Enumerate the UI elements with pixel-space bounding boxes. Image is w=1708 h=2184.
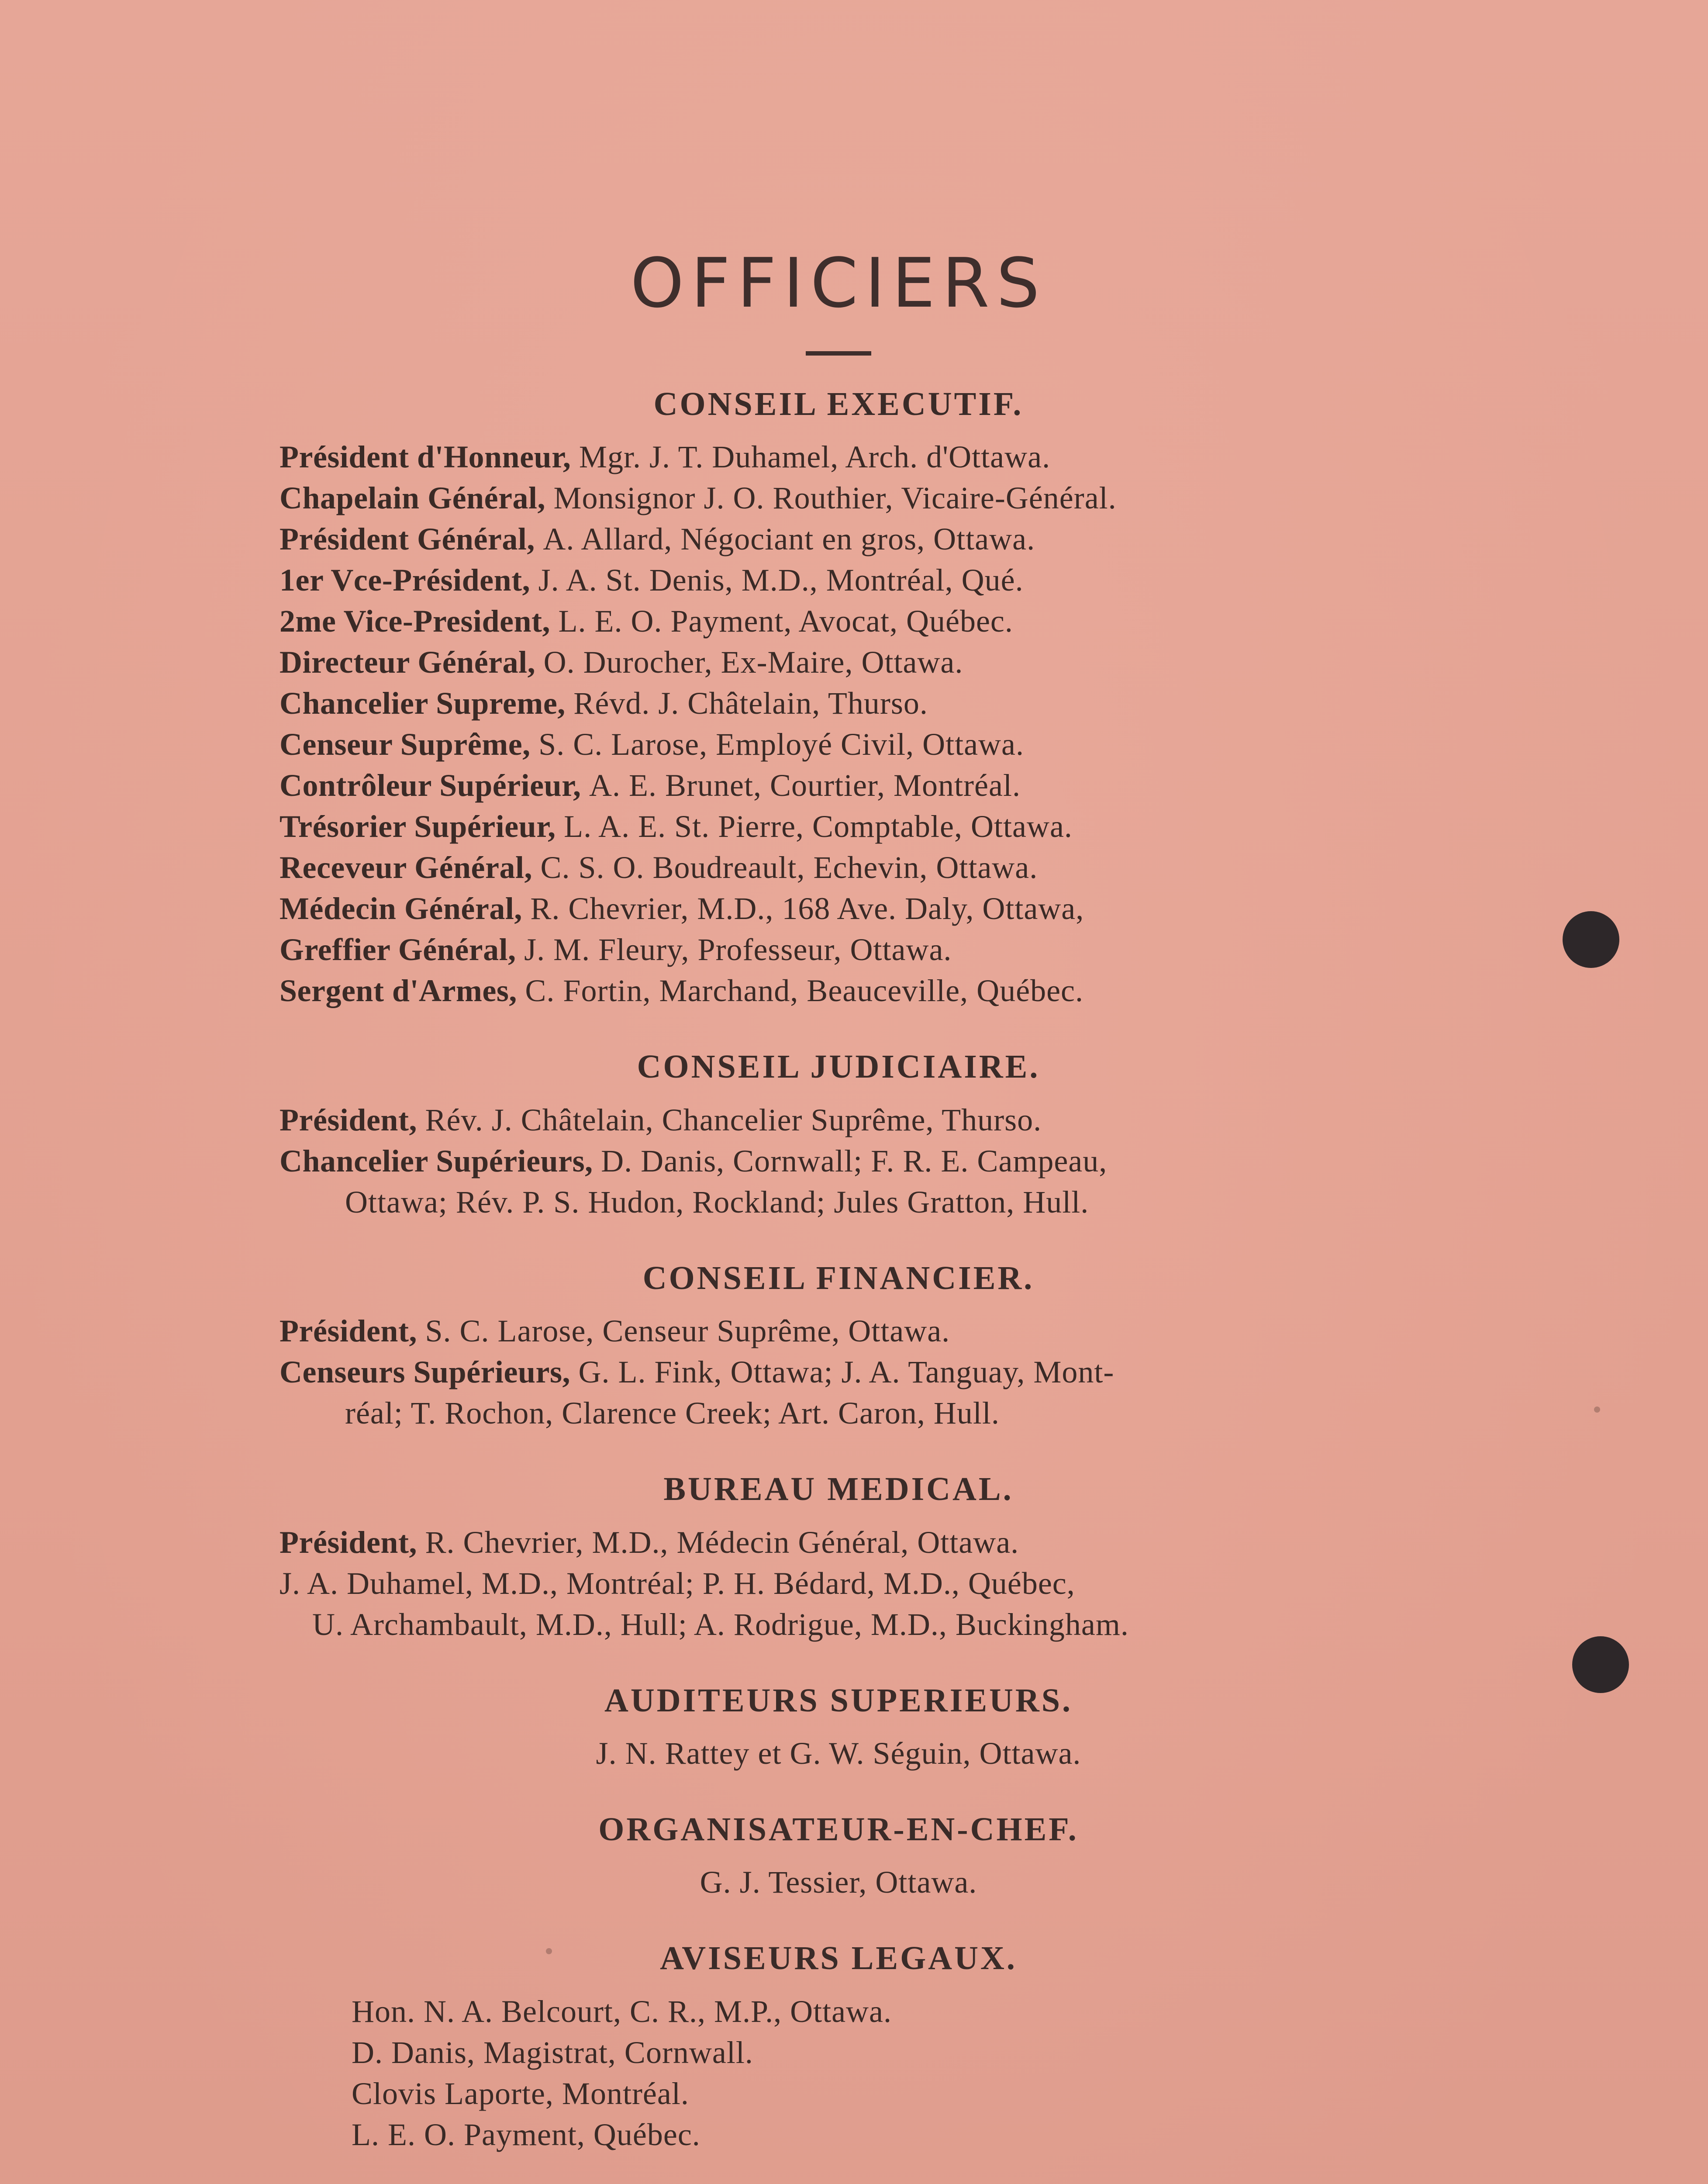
role-label: Contrôleur Supérieur , [279,768,589,803]
executive-list [279,436,1397,1011]
member-text: A. E. Brunet, Courtier, Montréal. [589,768,1021,803]
list-item: Hon. N. A. Belcourt, C. R., M.P., Ottawa. [352,1994,892,2029]
member-text: S. C. Larose, Employé Civil, Ottawa. [538,727,1025,762]
list-item [279,970,1397,1011]
section-heading: AUDITEURS SUPERIEURS. [604,1682,1073,1719]
list-item [279,1522,1397,1563]
page-title: OFFICIERS [630,243,1047,323]
list-item [279,683,1397,724]
list-item [279,601,1397,642]
member-text: Mgr. J. T. Duhamel, Arch. d'Ottawa. [579,439,1051,475]
role-label: Président , [279,1313,425,1348]
role-label: Président d'Honneur , [279,439,579,474]
role-label: Chapelain Général , [279,480,554,515]
section-heading: AVISEURS LEGAUX. [660,1940,1017,1977]
list-item [279,642,1397,683]
list-item [279,806,1397,847]
list-item-continuation: réal; T. Rochon, Clarence Creek; Art. Caron, Hull. [345,1396,1000,1431]
list-item [279,888,1397,929]
role-label: 2me Vice-President , [279,604,559,639]
role-label: Président Général , [279,522,543,556]
role-label: Censeur Suprême , [279,727,538,762]
section-heading: CONSEIL EXECUTIF. [653,386,1024,422]
list-item [279,477,1397,518]
role-label: Censeurs Supérieurs , [279,1355,579,1389]
role-label: Greffier Général , [279,932,524,967]
section-bureau-medical [279,1470,1397,1645]
member-text: J. M. Fleury, Professeur, Ottawa. [524,932,952,968]
member-text: G. L. Fink, Ottawa; J. A. Tanguay, Mont- [578,1355,1115,1390]
list-item [279,1099,1397,1140]
role-label: Directeur Général , [279,645,544,680]
list-item [279,765,1397,806]
section-heading: CONSEIL FINANCIER. [642,1259,1035,1296]
list-item: Clovis Laporte, Montréal. [352,2076,689,2111]
member-text: D. Danis, Cornwall; F. R. E. Campeau, [601,1143,1108,1178]
list-item [279,560,1397,601]
list-item: U. Archambault, M.D., Hull; A. Rodrigue, M.D., Buckingham. [312,1607,1129,1642]
list-item [279,1351,1397,1393]
member-text: C. S. O. Boudreault, Echevin, Ottawa. [540,850,1038,885]
role-label: Président , [279,1525,425,1560]
list-item [279,847,1397,888]
list-item [279,929,1397,970]
list-item [279,1310,1397,1351]
paper-speck [1594,1406,1600,1413]
member-text: L. E. O. Payment, Avocat, Québec. [558,604,1013,639]
list-item: L. E. O. Payment, Québec. [352,2117,700,2152]
list-item [279,1140,1397,1182]
member-text: A. Allard, Négociant en gros, Ottawa. [543,522,1035,557]
section-aviseurs-legaux [279,1939,1397,2155]
role-label: Trésorier Supérieur , [279,809,564,844]
punch-hole-lower [1572,1636,1629,1693]
role-label: Médecin Général , [279,891,530,926]
section-auditeurs [279,1682,1397,1774]
list-item-continuation: Ottawa; Rév. P. S. Hudon, Rockland; Jules Gratton, Hull. [345,1184,1089,1220]
member-text: Rév. J. Châtelain, Chancelier Suprême, Thurso. [425,1102,1042,1137]
member-text: J. A. St. Denis, M.D., Montréal, Qué. [538,563,1024,598]
member-text: O. Durocher, Ex-Maire, Ottawa. [543,645,963,680]
role-label: Chancelier Supérieurs , [279,1144,601,1178]
list-item: G. J. Tessier, Ottawa. [700,1865,977,1900]
list-item [279,724,1397,765]
role-label: 1er Vce-Président , [279,563,538,598]
member-text: Monsignor J. O. Routhier, Vicaire-Général. [553,480,1117,516]
section-heading: CONSEIL JUDICIAIRE. [637,1048,1040,1085]
role-label: Sergent d'Armes , [279,973,525,1008]
member-text: R. Chevrier, M.D., 168 Ave. Daly, Ottawa, [530,891,1084,926]
section-heading: BUREAU MEDICAL. [663,1471,1014,1508]
section-organisateur [279,1811,1397,1903]
member-text: R. Chevrier, M.D., Médecin Général, Ottawa. [425,1524,1019,1560]
list-item: J. A. Duhamel, M.D., Montréal; P. H. Bédard, M.D., Québec, [279,1565,1075,1601]
title-rule [806,351,871,356]
list-item: J. N. Rattey et G. W. Séguin, Ottawa. [596,1735,1081,1771]
list-item: D. Danis, Magistrat, Cornwall. [352,2035,753,2070]
punch-hole-upper [1563,911,1619,968]
role-label: Chancelier Supreme , [279,686,573,721]
section-conseil-executif [279,385,1397,1011]
document-content [279,243,1397,2184]
list-item [279,436,1397,477]
list-item [279,518,1397,560]
member-text: L. A. E. St. Pierre, Comptable, Ottawa. [564,809,1073,844]
role-label: Président , [279,1102,425,1137]
member-text: C. Fortin, Marchand, Beauceville, Québec. [525,973,1083,1009]
section-conseil-financier [279,1259,1397,1434]
section-conseil-judiciaire [279,1048,1397,1222]
member-text: Révd. J. Châtelain, Thurso. [573,686,928,721]
section-heading: ORGANISATEUR-EN-CHEF. [598,1811,1079,1848]
role-label: Receveur Général , [279,850,540,885]
member-text: S. C. Larose, Censeur Suprême, Ottawa. [425,1313,950,1349]
